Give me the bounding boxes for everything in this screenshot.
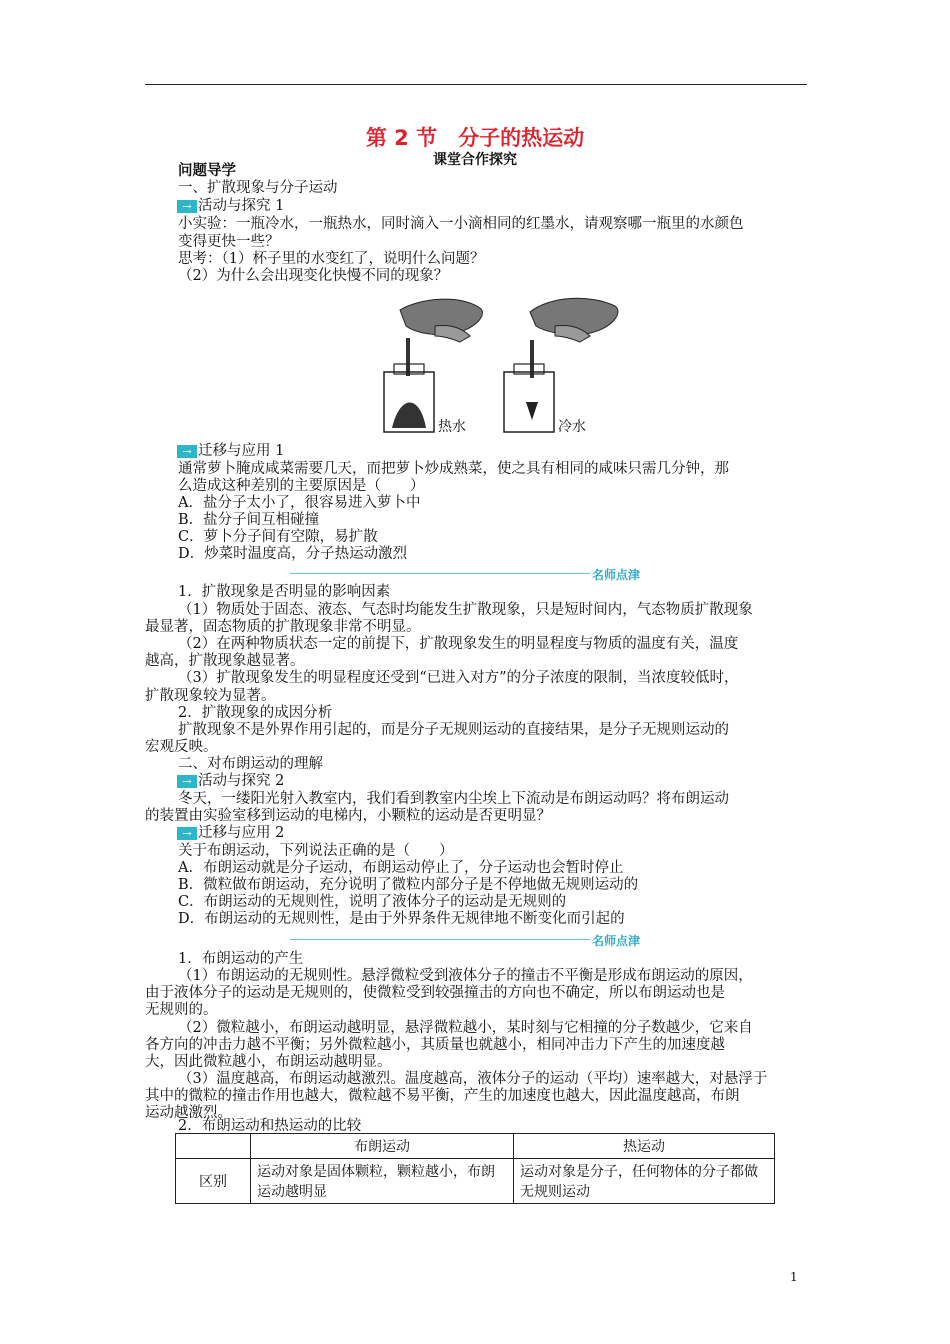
question-line: 么造成这种差别的主要原因是（ ）: [178, 478, 425, 494]
paragraph-line: 冬天，一缕阳光射入教室内，我们看到教室内尘埃上下流动是布朗运动吗？将布朗运动: [178, 791, 729, 807]
note-line: （2）在两种物质状态一定的前提下，扩散现象发生的明显程度与物质的温度有关，温度: [178, 636, 739, 652]
arrow-icon: →: [177, 445, 197, 458]
part2-heading: 二、对布朗运动的理解: [178, 756, 323, 772]
section-heading: 问题导学: [178, 163, 236, 179]
tip-divider: [290, 573, 590, 574]
note-line: （1）布朗运动的无规则性。悬浮微粒受到液体分子的撞击不平衡是形成布朗运动的原因，: [178, 968, 753, 984]
option-b: B．微粒做布朗运动，充分说明了微粒内部分子是不停地做无规则运动的: [178, 877, 639, 893]
note-line: （1）物质处于固态、液态、气态时均能发生扩散现象，只是短时间内，气态物质扩散现象: [178, 602, 753, 618]
tip-badge: 名师点津: [592, 934, 641, 948]
arrow-icon: →: [177, 775, 197, 788]
page-number: 1: [790, 1270, 798, 1284]
comparison-table: [175, 1133, 775, 1204]
note-line: （3）扩散现象发生的明显程度还受到“已进入对方”的分子浓度的限制，当浓度较低时，: [178, 670, 739, 686]
table-cell: 运动对象是分子，任何物体的分子都做无规则运动: [514, 1159, 775, 1204]
note-line: 其中的微粒的撞击作用也越大，微粒越不易平衡，产生的加速度也越大，因此温度越高，布朗: [145, 1088, 740, 1104]
hands-dropper-illustration: [380, 290, 650, 440]
apply-1-label: 迁移与应用 1: [198, 443, 285, 459]
arrow-icon: →: [177, 827, 197, 840]
table-header-cell: [176, 1134, 251, 1159]
option-d: D．布朗运动的无规则性，是由于外界条件无规律地不断变化而引起的: [178, 911, 625, 927]
cold-water-label: 冷水: [558, 419, 586, 435]
option-c: C．布朗运动的无规则性，说明了液体分子的运动是无规则的: [178, 894, 567, 910]
paragraph-line: （2）为什么会出现变化快慢不同的现象？: [178, 268, 449, 284]
paragraph-line: 变得更快一些？: [178, 234, 280, 250]
page-subtitle: 课堂合作探究: [433, 152, 517, 168]
option-a: A．盐分子太小了，很容易进入萝卜中: [178, 495, 421, 511]
option-a: A．布朗运动就是分子运动，布朗运动停止了，分子运动也会暂时停止: [178, 860, 624, 876]
apply-2: [177, 825, 284, 842]
tip-divider: [290, 939, 590, 940]
note-line: 大，因此微粒越小，布朗运动越明显。: [145, 1054, 392, 1070]
activity-1-label: 活动与探究 1: [198, 198, 285, 214]
header-rule: [145, 84, 807, 85]
note-line: （2）微粒越小，布朗运动越明显，悬浮微粒越小，某时刻与它相撞的分子数越少，它来自: [178, 1020, 753, 1036]
note-line: （3）温度越高，布朗运动越激烈。温度越高，液体分子的运动（平均）速率越大，对悬浮于: [178, 1071, 768, 1087]
note-line: 运动越激烈。: [145, 1105, 232, 1121]
table-row: [176, 1159, 775, 1204]
note-line: 扩散现象较为显著。: [145, 688, 276, 704]
option-d: D．炒菜时温度高，分子热运动激烈: [178, 546, 408, 562]
activity-1: [177, 198, 284, 215]
arrow-icon: →: [177, 200, 197, 213]
note-line: 2．布朗运动和热运动的比较: [178, 1118, 362, 1134]
note-line: 各方向的冲击力越不平衡；另外微粒越小，其质量也就越小，相同冲击力下产生的加速度越: [145, 1037, 725, 1053]
note-line: 1．布朗运动的产生: [178, 951, 304, 967]
question-line: 关于布朗运动，下列说法正确的是（ ）: [178, 843, 454, 859]
paragraph-line: 小实验：一瓶冷水，一瓶热水，同时滴入一小滴相同的红墨水，请观察哪一瓶里的水颜色: [178, 216, 744, 232]
note-line: 1．扩散现象是否明显的影响因素: [178, 584, 391, 600]
table-header-row: [176, 1134, 775, 1159]
table-header-cell: 热运动: [514, 1134, 775, 1159]
table-cell: 运动对象是固体颗粒，颗粒越小，布朗运动越明显: [251, 1159, 514, 1204]
page-title: 第 2 节 分子的热运动: [365, 126, 585, 150]
hot-water-label: 热水: [438, 419, 466, 435]
note-line: 由于液体分子的运动是无规则的，使微粒受到较强撞击的方向也不确定，所以布朗运动也是: [145, 985, 725, 1001]
tip-badge: 名师点津: [592, 568, 641, 582]
note-line: 无规则的。: [145, 1002, 218, 1018]
experiment-figure: [380, 290, 650, 440]
question-line: 通常萝卜腌成咸菜需要几天，而把萝卜炒成熟菜，使之具有相同的咸味只需几分钟，那: [178, 461, 729, 477]
table-cell: 区别: [176, 1159, 251, 1204]
activity-2-label: 活动与探究 2: [198, 773, 285, 789]
note-line: 越高，扩散现象越显著。: [145, 653, 305, 669]
paragraph-line: 的装置由实验室移到运动的电梯内，小颗粒的运动是否更明显？: [145, 808, 551, 824]
note-line: 2．扩散现象的成因分析: [178, 705, 333, 721]
apply-1: [177, 443, 284, 460]
note-line: 最显著，固态物质的扩散现象非常不明显。: [145, 619, 421, 635]
apply-2-label: 迁移与应用 2: [198, 825, 285, 841]
paragraph-line: 思考：（1）杯子里的水变红了，说明什么问题？: [178, 251, 485, 267]
part1-heading: 一、扩散现象与分子运动: [178, 180, 338, 196]
option-c: C．萝卜分子间有空隙，易扩散: [178, 529, 378, 545]
note-line: 扩散现象不是外界作用引起的，而是分子无规则运动的直接结果，是分子无规则运动的: [178, 722, 729, 738]
activity-2: [177, 773, 284, 790]
option-b: B．盐分子间互相碰撞: [178, 512, 320, 528]
note-line: 宏观反映。: [145, 739, 218, 755]
table-header-cell: 布朗运动: [251, 1134, 514, 1159]
